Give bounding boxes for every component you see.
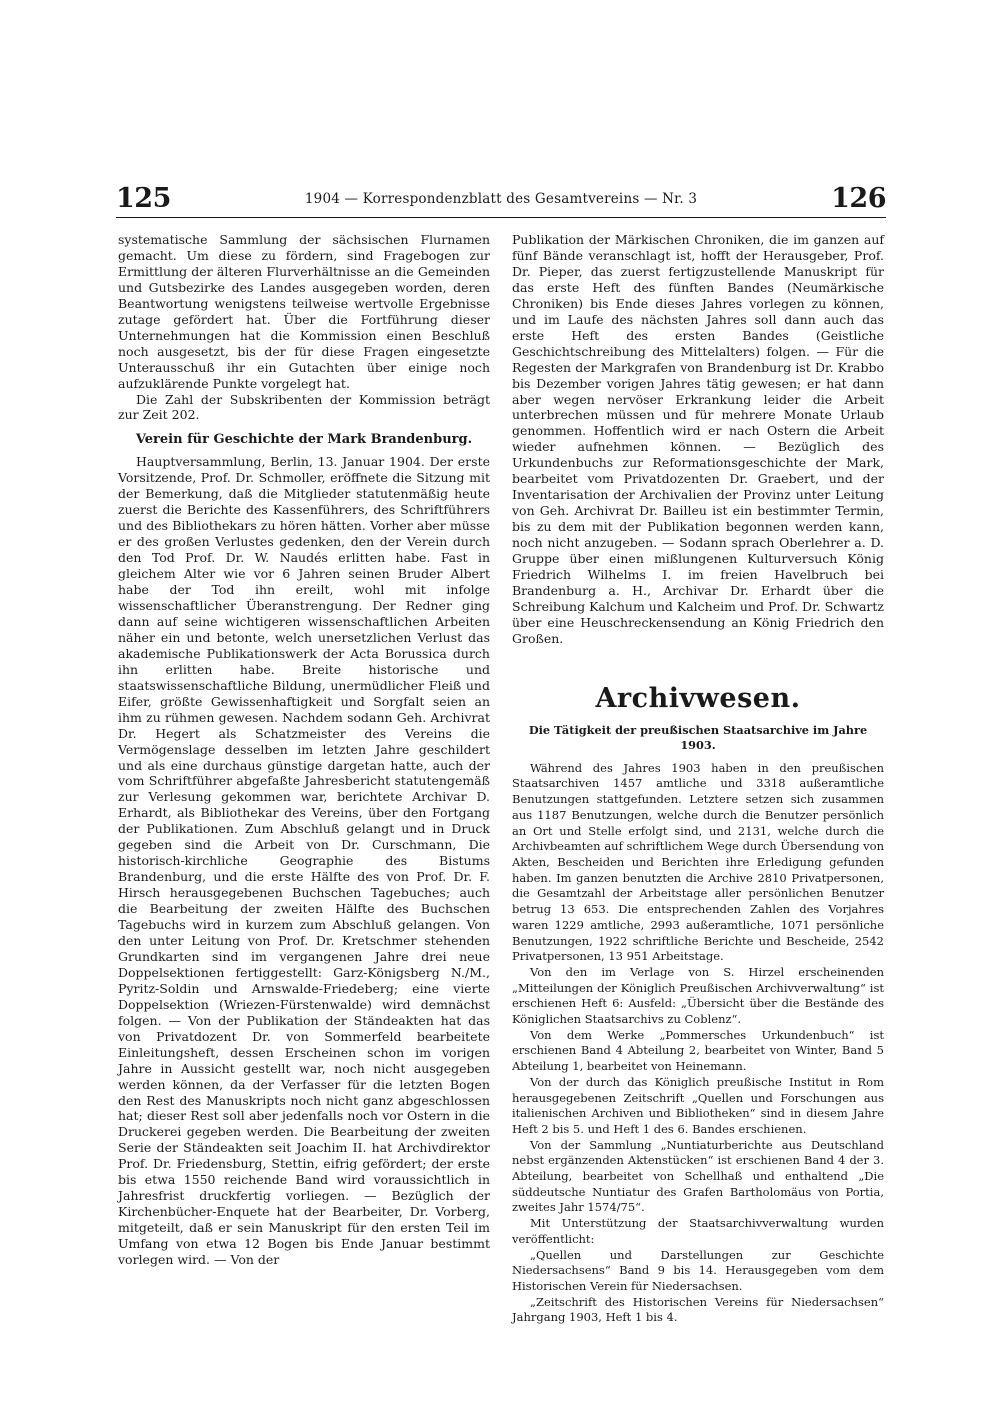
page-number-left: 125 [116,183,171,214]
paragraph: Die Zahl der Subskribenten der Kommission beträgt zur Zeit 202. [118,391,490,423]
page-number-right: 126 [831,183,886,214]
paragraph: „Quellen und Darstellungen zur Geschichte Niedersachsens“ Band 9 bis 14. Herausgegeben vom dem Historischen Verein für Niedersachsen. [512,1247,884,1293]
page-header [116,183,886,218]
paragraph: Von dem Werke „Pommersches Urkundenbuch“ ist erschienen Band 4 Abteilung 2, bearbeitet von Winter, Band 5 Abteilung 1, bearbeitet von Heinemann. [512,1027,884,1074]
paragraph: Von den im Verlage von S. Hirzel erscheinenden „Mitteilungen der Königlich Preußischen Archivverwaltung“ ist erschienen Heft 6: Ausfeld: „Übersicht über die Bestände des Königlichen Staatsarchivs zu Coblenz“. [512,964,884,1027]
paragraph: Während des Jahres 1903 haben in den preußischen Staatsarchiven 1457 amtliche und 3318 außeramtliche Benutzungen stattgefunden. Letztere setzen sich zusammen aus 1187 Benutzungen, welche durch die Benutzer persönlich an Ort und Stelle erfolgt sind, und 2131, welche durch die Archivbeamten auf schriftlichem Wege durch Übersendung von Akten, Bescheiden und Berichten ihre Erledigung gefunden haben. Im ganzen benutzten die Archive 2810 Privatpersonen, die Gesamtzahl der Arbeitstage aller persönlichen Benutzer betrug 13 653. Die entsprechenden Zahlen des Vorjahres waren 1229 amtliche, 2993 außeramtliche, 1071 persönliche Benutzungen, 1922 schriftliche Berichte und Bescheide, 2542 Privatpersonen, 13 951 Arbeitstage. [512,760,884,964]
sub-heading: Die Tätigkeit der preußischen Staatsarchive im Jahre 1903. [528,722,868,752]
archive-report [512,761,884,1326]
paragraph: Mit Unterstützung der Staatsarchivverwaltung wurden veröffentlicht: [512,1216,884,1246]
running-title: 1904 — Korrespondenzblatt des Gesamtvereins — Nr. 3 [304,191,698,207]
right-column [512,232,884,1326]
paragraph: Publikation der Märkischen Chroniken, die im ganzen auf fünf Bände veranschlagt ist, hofft der Herausgeber, Prof. Dr. Pieper, das zuerst fertigzustellende Manuskript für das erste Heft des fünften Bandes (Neumärkische Chroniken) bis Ende dieses Jahres vorlegen zu können, und im Laufe des nächsten Jahres soll dann auch das erste Heft des ersten Bandes (Geistliche Geschichtschreibung des Mittelalters) folgen. — Für die Regesten der Markgrafen von Brandenburg ist Dr. Krabbo bis Dezember vorigen Jahres tätig gewesen; er hat dann aber wegen nervöser Erkrankung leider die Arbeit unterbrechen müssen und für mehrere Monate Urlaub genommen. Hoffentlich wird er nach Ostern die Arbeit wieder aufnehmen können. — Bezüglich des Urkundenbuchs zur Reformationsgeschichte der Mark, bearbeitet vom Privatdozenten Dr. Graebert, und der Inventarisation der Archivalien der Provinz unter Leitung von Geh. Archivrat Dr. Bailleu ist ein bestimmter Termin, bis zu dem mit der Publikation begonnen werden kann, noch nicht anzugeben. — Sodann sprach Oberlehrer a. D. Gruppe über einen mißlungenen Kulturversuch König Friedrich Wilhelms I. im freien Havelbruch bei Brandenburg a. H., Archivar Dr. Erhardt über die Schreibung Kalchum und Kalcheim und Prof. Dr. Schwartz über eine Heuschreckensendung an König Friedrich den Großen. [512,232,884,646]
chapter-heading: Archivwesen. [595,682,801,714]
left-column [118,232,490,1268]
paragraph: Von der durch das Königlich preußische Institut in Rom herausgegebenen Zeitschrift „Quellen und Forschungen aus italienischen Archiven und Bibliotheken“ sind in diesem Jahre Heft 2 bis 5. und Heft 1 des 6. Bandes erschienen. [512,1074,884,1136]
paragraph: systematische Sammlung der sächsischen Flurnamen gemacht. Um diese zu fördern, sind Fragebogen zur Ermittlung der älteren Flurverhältnisse an die Gemeinden und Gutsbezirke des Landes ausgegeben worden, deren Beantwortung wenigstens teilweise wertvolle Ergebnisse zutage gefördert hat. Über die Fortführung dieser Unternehmungen hat die Kommission einen Beschluß noch ausgesetzt, bis der für diese Fragen eingesetzte Unterausschuß ihr ein Gutachten über einige noch aufzuklärende Punkte vorgelegt hat. [118,232,490,391]
section-heading: Verein für Geschichte der Mark Brandenburg. [135,432,473,448]
paragraph: „Zeitschrift des Historischen Vereins für Niedersachsen“ Jahrgang 1903, Heft 1 bis 4. [512,1294,884,1325]
paragraph: Von der Sammlung „Nuntiaturberichte aus Deutschland nebst ergänzenden Aktenstücken“ ist erschienen Band 4 der 3. Abteilung, bearbeitet von Schellhaß und enthaltend „Die süddeutsche Nuntiatur des Grafen Bartholomäus von Portia, zweites Jahr 1574/75“. [512,1137,884,1215]
paragraph: Hauptversammlung, Berlin, 13. Januar 1904. Der erste Vorsitzende, Prof. Dr. Schmoller, eröffnete die Sitzung mit der Bemerkung, daß die Mitglieder statutenmäßig heute zuerst die Berichte des Kassenführers, des Schriftführers und des Bibliothekars zu hören hätten. Vorher aber müsse er des großen Verlustes gedenken, den der Verein durch den Tod Prof. Dr. W. Naudés erlitten habe. Fast in gleichem Alter wie vor 6 Jahren seinen Bruder Albert habe der Tod ihn ereilt, wohl mit infolge wissenschaftlicher Überanstrengung. Der Redner ging dann auf seine wichtigeren wissenschaftlichen Arbeiten näher ein und betonte, welch unersetzlichen Verlust das akademische Publikationswerk der Acta Borussica durch ihn erlitten habe. Breite historische und staatswissenschaftliche Bildung, unermüdlicher Fleiß und Eifer, größte Gewissenhaftigkeit und Sorgfalt seien an ihm zu rühmen gewesen. Nachdem sodann Geh. Archivrat Dr. Hegert als Schatzmeister des Vereins die Vermögenslage desselben im letzten Jahre geschildert und als eine durchaus günstige dargetan hatte, auch der vom Schriftführer abgefaßte Jahresbericht statutengemäß zur Verlesung gekommen war, berichtete Archivar D. Erhardt, als Bibliothekar des Vereins, über den Fortgang der Publikationen. Zum Abschluß gelangt und in Druck gegeben sind die Arbeit von Dr. Curschmann, Die historisch-kirchliche Geographie des Bistums Brandenburg, und die erste Hälfte des von Prof. Dr. F. Hirsch herausgegebenen Buchschen Tagebuches; auch die Bearbeitung der zweiten Hälfte des Buchschen Tagebuchs wird in kurzem zum Abschluß gelangen. Von den unter Leitung von Prof. Dr. Kretschmer stehenden Grundkarten sind im vergangenen Jahre drei neue Doppelsektionen fertiggestellt: Garz-Königsberg N./M., Pyritz-Soldin und Arnswalde-Friedeberg; eine vierte Doppelsektion (Wriezen-Fürstenwalde) wird demnächst folgen. — Von der Publikation der Ständeakten hat das von Privatdozent Dr. von Sommerfeld bearbeitete Einleitungsheft, dessen Erscheinen schon im vorigen Jahre in Aussicht gestellt war, noch nicht ausgegeben werden können, da der Verfasser für die letzten Bogen den Rest des Manuskripts noch nicht ganz abgeschlossen hat; dieser Rest soll aber jedenfalls noch vor Ostern in die Druckerei gegeben werden. Die Bearbeitung der zweiten Serie der Ständeakten seit Joachim II. hat Archivdirektor Prof. Dr. Friedensburg, Stettin, eifrig gefördert; der erste bis etwa 1550 reichende Band wird voraussichtlich in Jahresfrist druckfertig vorliegen. — Bezüglich der Kirchenbücher-Enquete hat der Bearbeiter, Dr. Vorberg, mitgeteilt, daß er sein Manuskript für den ersten Teil im Umfang von etwa 12 Bogen bis Ende Januar bestimmt vorlegen wird. — Von der [118,454,490,1268]
